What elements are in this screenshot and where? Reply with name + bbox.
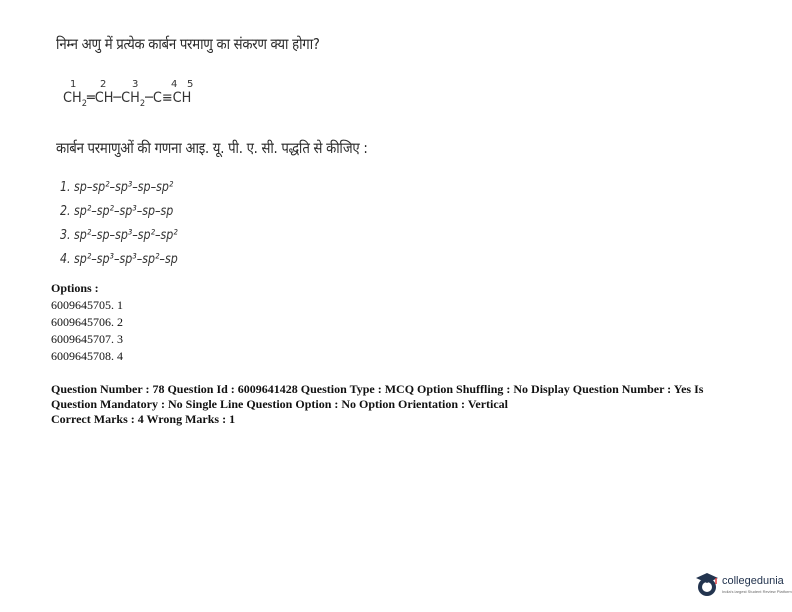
question-metadata (51, 382, 741, 427)
option-item: 6009645708. 4 (51, 349, 123, 363)
metadata-line: Question Number : 78 Question Id : 6009641428 Question Type : MCQ Option Shuffling : No Display Question Number : Yes Is Question Mandatory : No Single Line Question Option : No Option Orientation : Vertical (51, 382, 704, 411)
structural-formula: $CH_2═CH─CH_2─C\equiv CH$ (63, 90, 192, 109)
instruction-text: कार्बन परमाणुओं की गणना आइ. यू. पी. ए. सी. पद्धति से कीजिए : (56, 139, 368, 157)
collegedunia-logo (694, 571, 790, 601)
choice-1: 1. sp–sp²–sp³–sp–sp² (60, 180, 174, 195)
metadata-line: Correct Marks : 4 Wrong Marks : 1 (51, 412, 236, 426)
carbon-number: 3 (132, 79, 139, 90)
logo-tagline: India's largest Student Review Platform (722, 589, 792, 594)
option-item: 6009645705. 1 (51, 298, 123, 312)
carbon-number: 2 (100, 79, 107, 90)
carbon-number: 5 (187, 79, 194, 90)
choice-4: 4. sp²–sp³–sp³–sp²–sp (60, 252, 178, 267)
carbon-number: 4 (171, 79, 178, 90)
question-text: निम्न अणु में प्रत्येक कार्बन परमाणु का संकरण क्या होगा? (56, 35, 320, 53)
option-item: 6009645707. 3 (51, 332, 123, 346)
option-item: 6009645706. 2 (51, 315, 123, 329)
answer-choices (60, 178, 178, 274)
choice-3: 3. sp²–sp–sp³–sp²–sp² (60, 228, 178, 243)
options-list (51, 280, 123, 365)
options-title: Options : (51, 281, 99, 295)
logo-wordmark: collegedunia (722, 575, 784, 587)
choice-2: 2. sp²–sp²–sp³–sp–sp (60, 204, 174, 219)
graduate-icon (694, 571, 720, 599)
carbon-number: 1 (70, 79, 77, 90)
